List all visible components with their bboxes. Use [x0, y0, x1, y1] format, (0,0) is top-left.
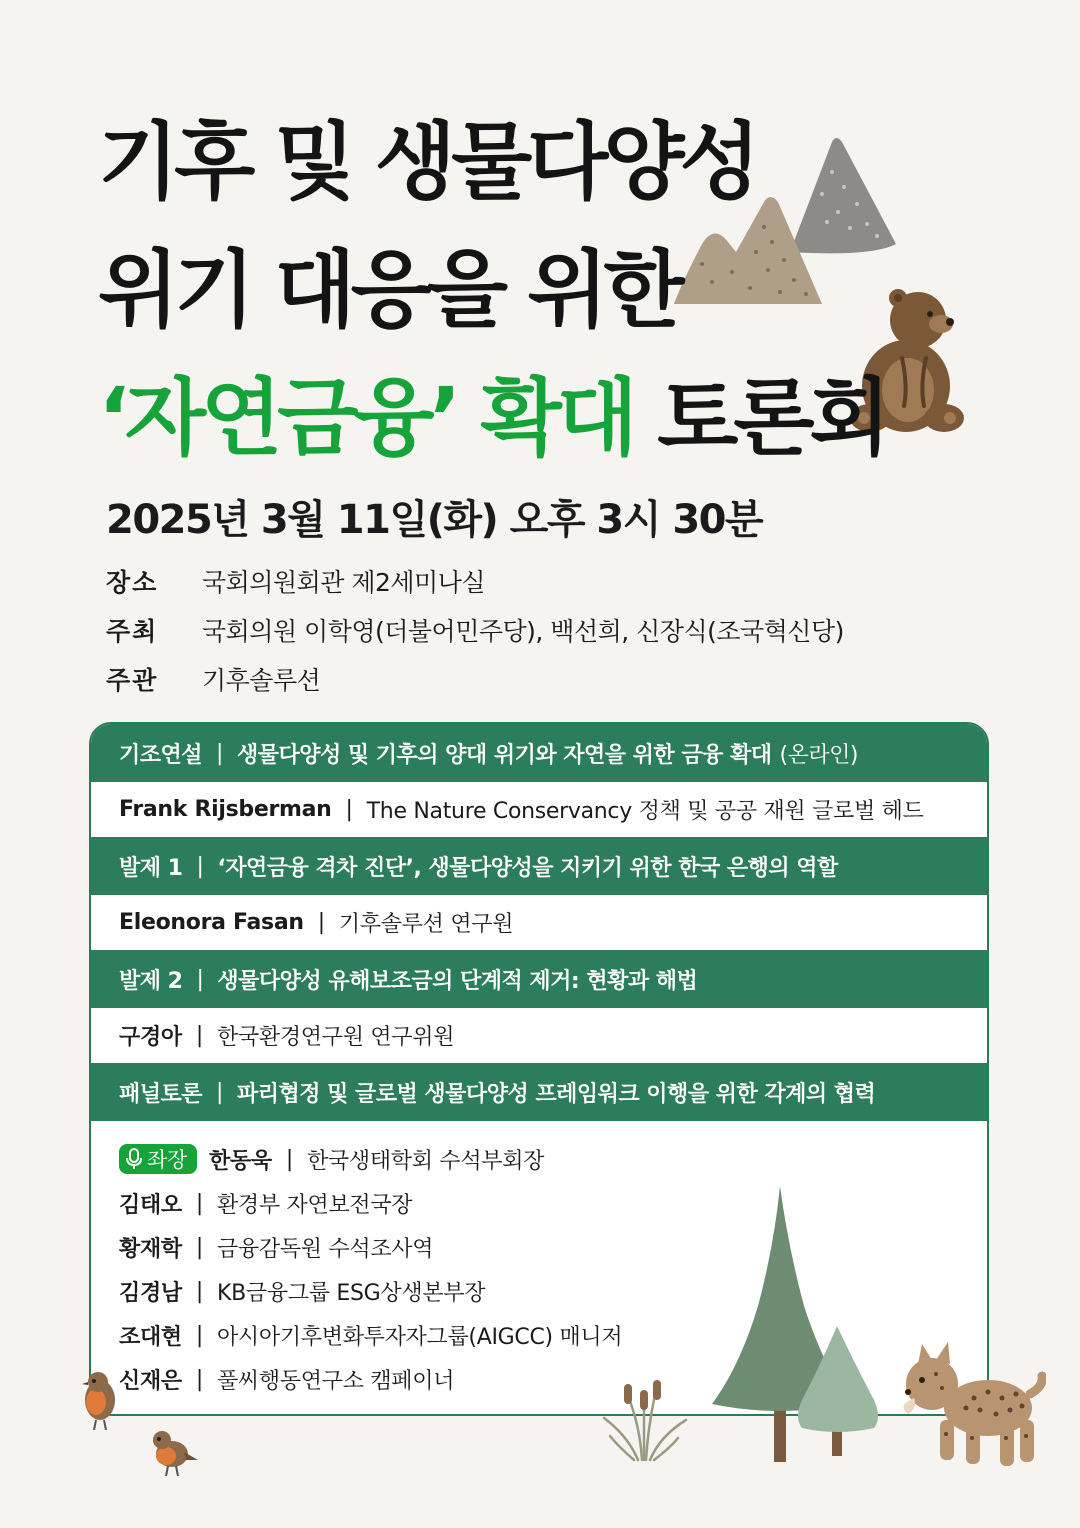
robin-bird-illustration	[148, 1428, 200, 1480]
title-line-2: 위기 대응을 위한	[98, 241, 680, 339]
event-info	[106, 556, 844, 703]
info-value: 국회의원 이학영(더불어민주당), 백선희, 신장식(조국혁신당)	[202, 616, 844, 646]
panelist-role: 환경부 자연보전국장	[216, 1192, 413, 1218]
panelist-name: 황재학	[119, 1236, 182, 1262]
robin-bird-illustration	[78, 1370, 122, 1434]
separator: |	[216, 1079, 223, 1105]
keynote-speaker	[91, 782, 987, 837]
separator: |	[195, 1190, 203, 1216]
chair-badge-label: 좌장	[147, 1148, 187, 1172]
separator: |	[195, 1234, 203, 1260]
panelist-role: 아시아기후변화투자자그룹(AIGCC) 매니저	[216, 1324, 623, 1350]
section-topic: 파리협정 및 글로벌 생물다양성 프레임워크 이행을 위한 각계의 협력	[236, 1081, 876, 1107]
speaker-name: Frank Rijsberman	[119, 797, 332, 822]
panelist-role: 금융감독원 수석조사역	[216, 1236, 434, 1262]
speaker-name: 구경아	[119, 1025, 182, 1050]
section-topic: 생물다양성 유해보조금의 단계적 제거: 현황과 해법	[217, 968, 698, 994]
info-label: 주관	[106, 665, 159, 695]
separator: |	[216, 740, 223, 766]
panelist-role: 한국생태학회 수석부회장	[306, 1148, 545, 1174]
separator: |	[195, 1278, 203, 1304]
title-line-3-end: 토론회	[657, 369, 886, 467]
info-row-host	[106, 605, 844, 654]
presentation-2-speaker	[91, 1008, 987, 1063]
microphone-icon	[125, 1148, 143, 1170]
separator: |	[285, 1146, 293, 1172]
section-topic: 생물다양성 및 기후의 양대 위기와 자연을 위한 금융 확대	[236, 742, 772, 768]
info-label: 장소	[106, 567, 159, 597]
speaker-role: 기후솔루션 연구원	[338, 912, 514, 937]
separator: |	[196, 853, 204, 879]
panelist-name: 김태오	[119, 1192, 182, 1218]
speaker-name: Eleonora Fasan	[119, 910, 304, 935]
separator: |	[317, 910, 325, 935]
panelist-name: 신재은	[119, 1368, 182, 1394]
panel-chair	[119, 1137, 987, 1181]
section-label: 발제 1	[119, 855, 183, 881]
separator: |	[195, 1322, 203, 1348]
panelist-role: 풀씨행동연구소 캠페이너	[216, 1368, 455, 1394]
info-row-organizer	[106, 654, 844, 703]
event-datetime: 2025년 3월 11일(화) 오후 3시 30분	[106, 497, 763, 543]
panelist-name: 조대현	[119, 1324, 182, 1350]
section-label: 패널토론	[119, 1081, 203, 1107]
panelist-role: KB금융그룹 ESG상생본부장	[216, 1280, 486, 1306]
pine-trees-illustration	[710, 1186, 890, 1466]
section-label: 기조연설	[119, 742, 203, 768]
panel-header	[91, 1063, 987, 1121]
title-line-3	[98, 354, 886, 482]
separator: |	[195, 1023, 203, 1048]
presentation-2-header	[91, 950, 987, 1008]
keynote-header	[91, 724, 987, 782]
speaker-role: 한국환경연구원 연구위원	[216, 1025, 455, 1050]
title-line-1: 기후 및 생물다양성	[98, 113, 756, 211]
presentation-1-header	[91, 837, 987, 895]
separator: |	[345, 797, 353, 822]
presentation-1-speaker	[91, 895, 987, 950]
page-title	[98, 98, 886, 482]
online-tag: (온라인)	[779, 742, 858, 768]
chair-badge	[119, 1144, 197, 1174]
title-highlight: ‘자연금융’ 확대	[98, 369, 633, 467]
section-topic: ‘자연금융 격차 진단’, 생물다양성을 지키기 위한 한국 은행의 역할	[217, 855, 838, 881]
lynx-illustration	[896, 1342, 1046, 1472]
info-value: 기후솔루션	[202, 665, 321, 695]
cattail-reeds-illustration	[598, 1376, 690, 1462]
separator: |	[195, 1366, 203, 1392]
speaker-role: The Nature Conservancy 정책 및 공공 재원 글로벌 헤드	[366, 799, 924, 824]
info-value: 국회의원회관 제2세미나실	[202, 567, 486, 597]
panelist-name: 한동욱	[208, 1148, 272, 1174]
panelist-name: 김경남	[119, 1280, 182, 1306]
separator: |	[196, 966, 204, 992]
section-label: 발제 2	[119, 968, 183, 994]
info-row-venue	[106, 556, 844, 605]
info-label: 주최	[106, 616, 159, 646]
